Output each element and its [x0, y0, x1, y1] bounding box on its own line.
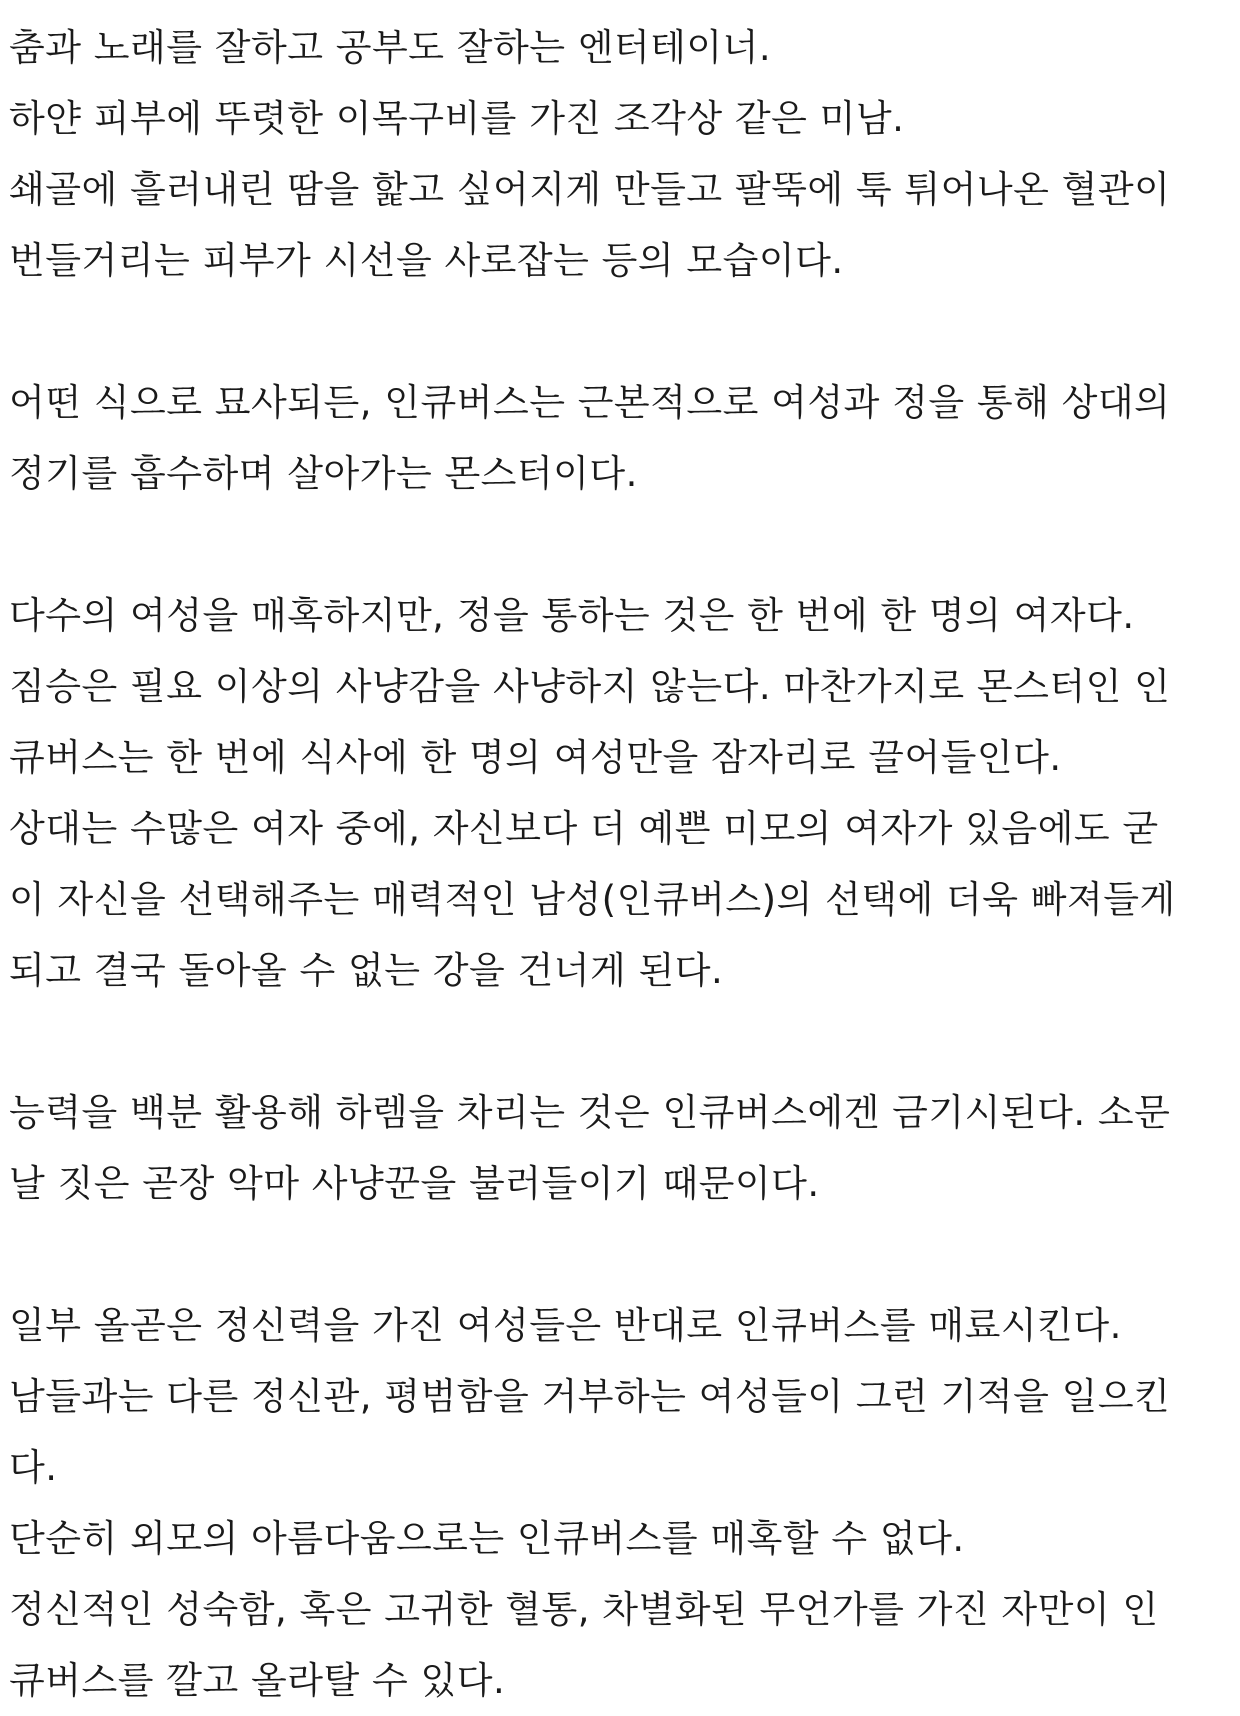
text-line: 일부 올곧은 정신력을 가진 여성들은 반대로 인큐버스를 매료시킨다. — [9, 1304, 1122, 1347]
paragraph-2 — [9, 367, 1231, 509]
paragraph-spacer — [9, 1219, 1231, 1290]
text-line: 날 짓은 곧장 악마 사냥꾼을 불러들이기 때문이다. — [9, 1162, 820, 1205]
text-line: 어떤 식으로 묘사되든, 인큐버스는 근본적으로 여성과 정을 통해 상대의 — [9, 381, 1171, 424]
text-line: 하얀 피부에 뚜렷한 이목구비를 가진 조각상 같은 미남. — [9, 97, 905, 140]
paragraph-1 — [9, 12, 1231, 296]
text-line: 춤과 노래를 잘하고 공부도 잘하는 엔터테이너. — [9, 26, 772, 69]
text-line: 다수의 여성을 매혹하지만, 정을 통하는 것은 한 번에 한 명의 여자다. — [9, 594, 1135, 637]
paragraph-4 — [9, 1077, 1231, 1219]
text-line: 되고 결국 돌아올 수 없는 강을 건너게 된다. — [9, 949, 724, 992]
text-line: 남들과는 다른 정신관, 평범함을 거부하는 여성들이 그런 기적을 일으킨 — [9, 1375, 1171, 1418]
text-line: 상대는 수많은 여자 중에, 자신보다 더 예쁜 미모의 여자가 있음에도 굳 — [9, 807, 1159, 850]
text-line: 큐버스를 깔고 올라탈 수 있다. — [9, 1659, 506, 1702]
text-line: 번들거리는 피부가 시선을 사로잡는 등의 모습이다. — [9, 239, 844, 282]
text-line: 정신적인 성숙함, 혹은 고귀한 혈통, 차별화된 무언가를 가진 자만이 인 — [9, 1588, 1159, 1631]
paragraph-spacer — [9, 296, 1231, 367]
text-line: 쇄골에 흘러내린 땀을 핥고 싶어지게 만들고 팔뚝에 툭 튀어나온 혈관이 — [9, 168, 1171, 211]
text-line: 능력을 백분 활용해 하렘을 차리는 것은 인큐버스에겐 금기시된다. 소문 — [9, 1091, 1171, 1134]
paragraph-spacer — [9, 1006, 1231, 1077]
paragraph-spacer — [9, 509, 1231, 580]
text-line: 정기를 흡수하며 살아가는 몬스터이다. — [9, 452, 638, 495]
paragraph-3 — [9, 580, 1231, 1006]
document-body — [9, 12, 1231, 1716]
text-line: 짐승은 필요 이상의 사냥감을 사냥하지 않는다. 마찬가지로 몬스터인 인 — [9, 665, 1171, 708]
text-line: 이 자신을 선택해주는 매력적인 남성(인큐버스)의 선택에 더욱 빠져들게 — [9, 878, 1176, 921]
text-line: 큐버스는 한 번에 식사에 한 명의 여성만을 잠자리로 끌어들인다. — [9, 736, 1062, 779]
text-line: 단순히 외모의 아름다움으로는 인큐버스를 매혹할 수 없다. — [9, 1517, 965, 1560]
text-line: 다. — [9, 1446, 58, 1489]
paragraph-5 — [9, 1290, 1231, 1716]
